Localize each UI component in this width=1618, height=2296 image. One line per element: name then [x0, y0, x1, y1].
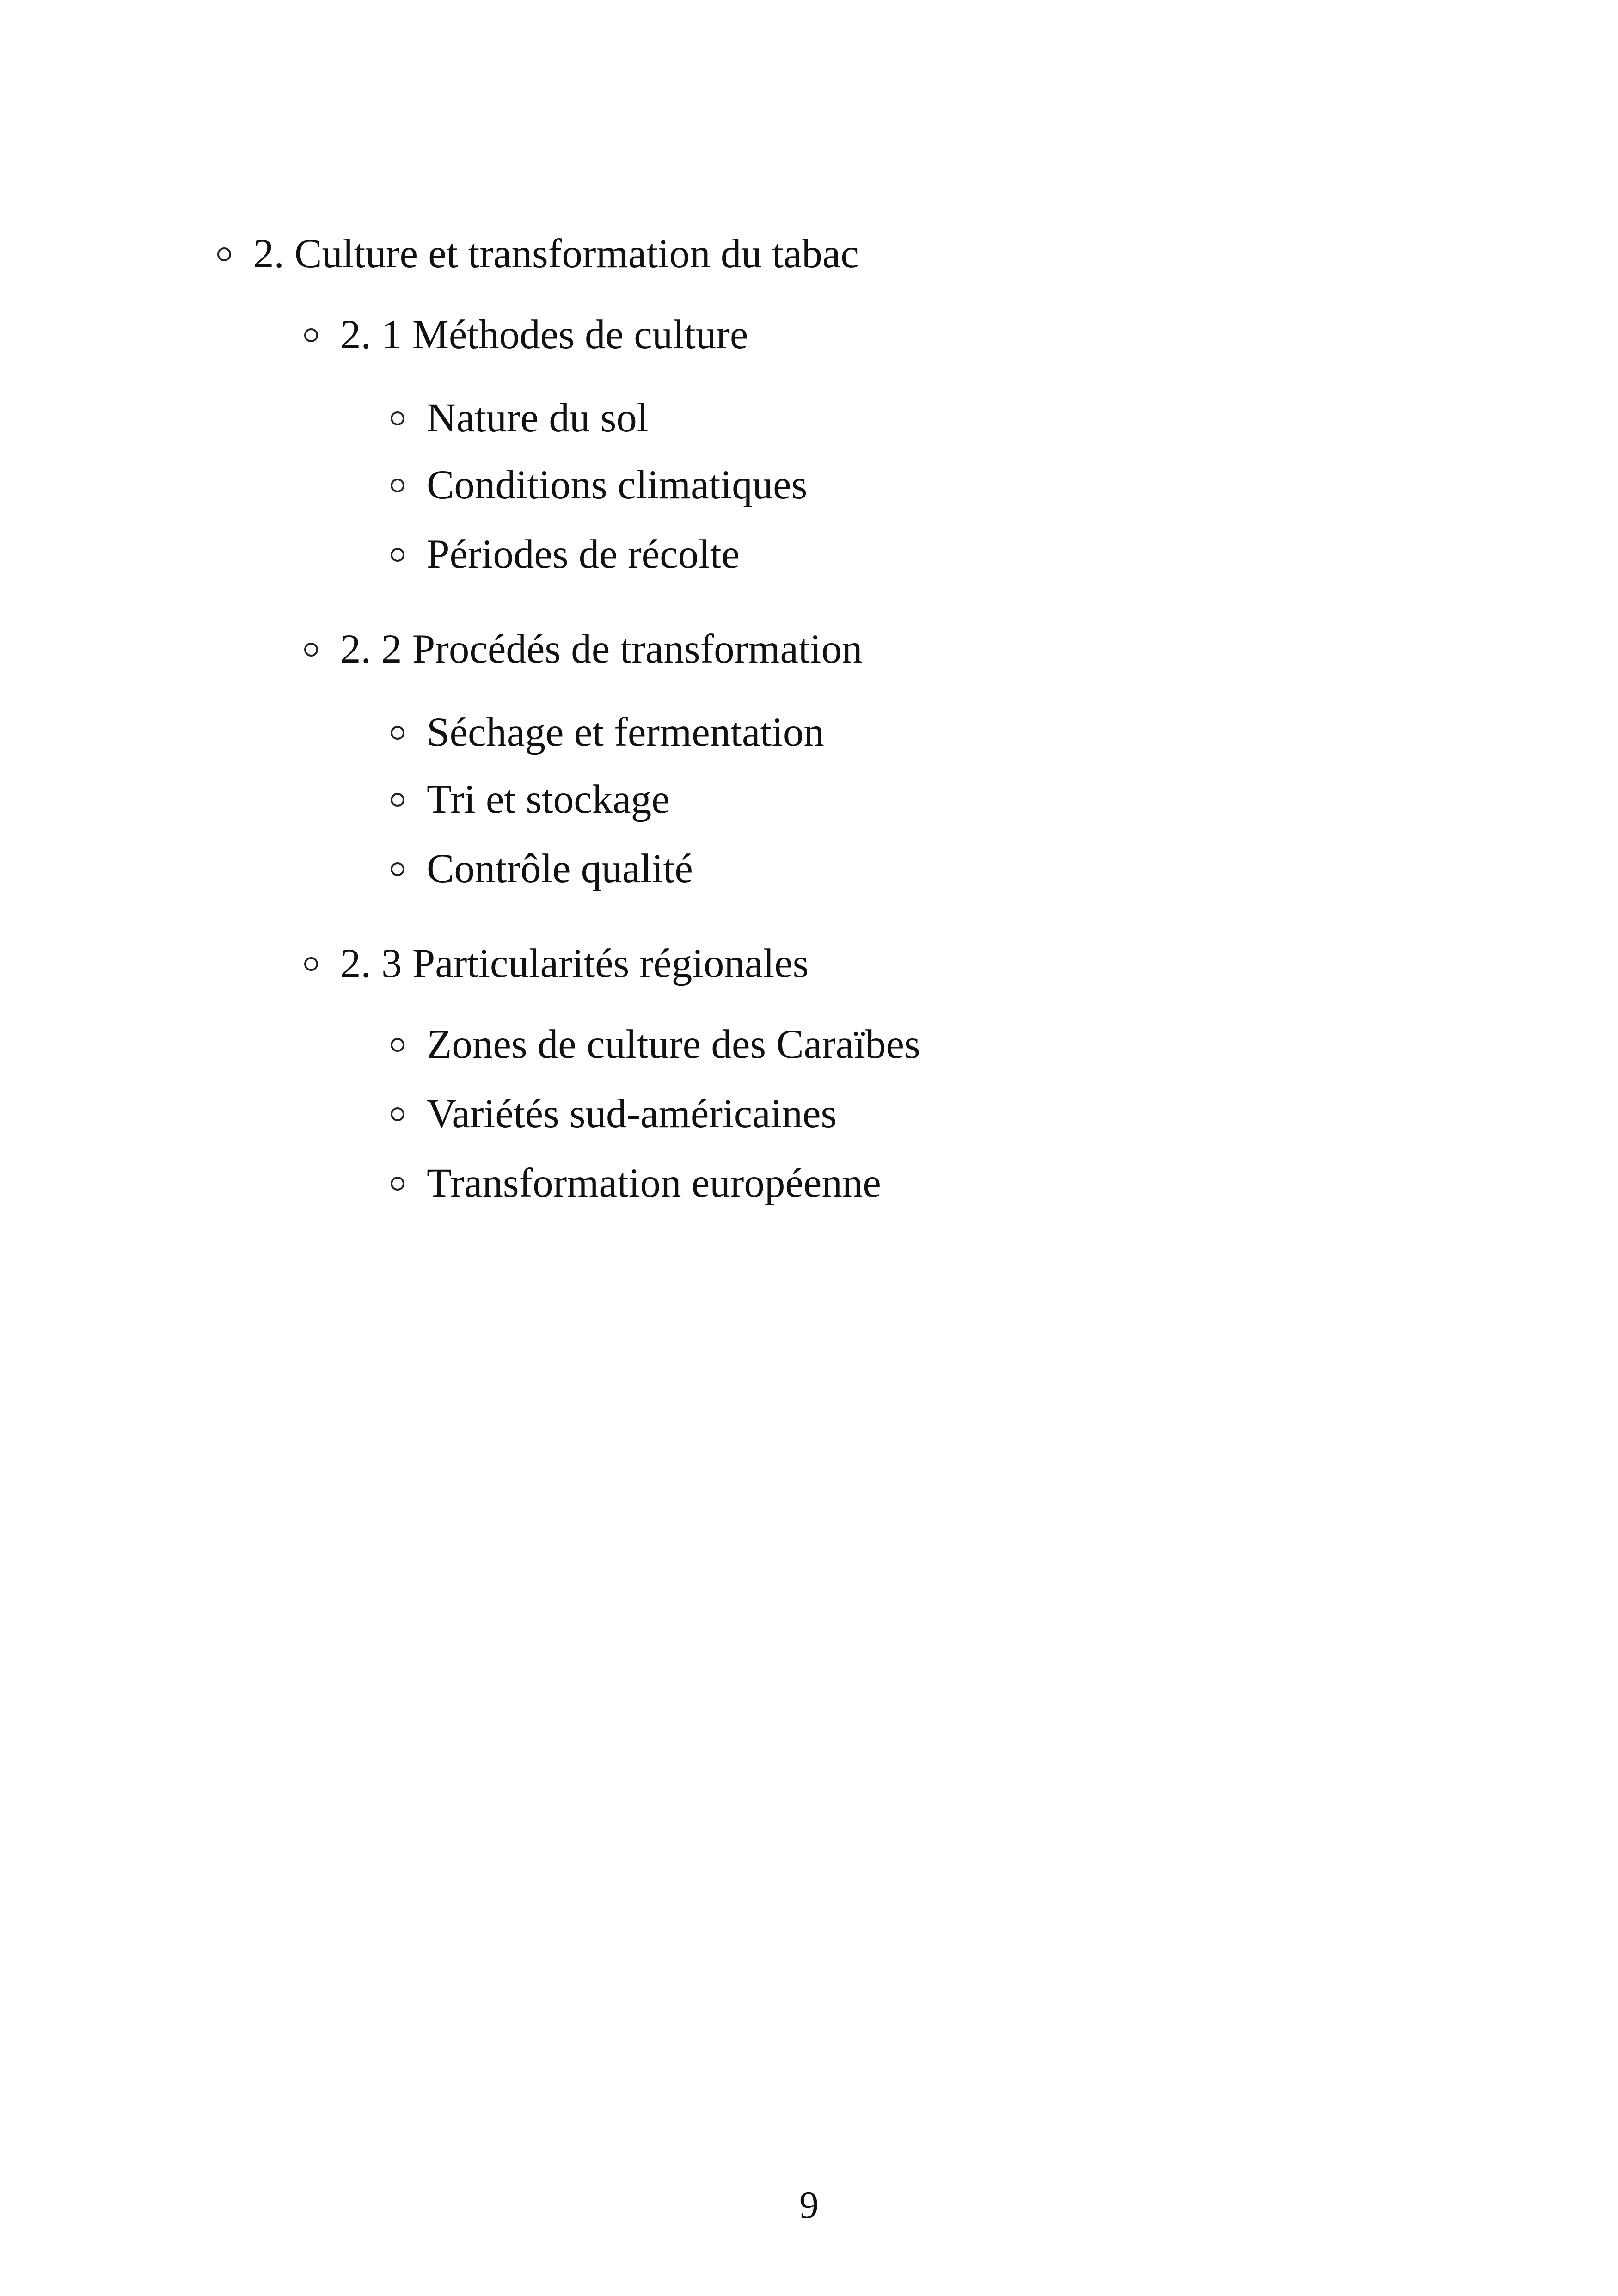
hollow-circle-bullet-icon [304, 643, 318, 657]
outline-list-item [391, 1160, 881, 1206]
list-item-text: Contrôle qualité [427, 846, 693, 891]
page-number: 9 [799, 2184, 819, 2227]
outline-list-item [391, 395, 649, 441]
outline-subsection-2-3 [304, 943, 809, 984]
hollow-circle-bullet-icon [391, 862, 404, 876]
section-heading: 2. Culture et transformation du tabac [253, 231, 859, 276]
hollow-circle-bullet-icon [391, 1107, 404, 1121]
hollow-circle-bullet-icon [391, 411, 404, 425]
list-item-text: Variétés sud-américaines [427, 1091, 837, 1136]
hollow-circle-bullet-icon [391, 726, 404, 740]
list-item-text: Conditions climatiques [427, 462, 808, 508]
hollow-circle-bullet-icon [391, 548, 404, 562]
list-item-text: Séchage et fermentation [427, 710, 824, 755]
hollow-circle-bullet-icon [391, 479, 404, 492]
outline-list-item [391, 1093, 837, 1135]
subsection-heading: 2. 3 Particularités régionales [340, 941, 809, 986]
outline-list-item [391, 779, 670, 820]
hollow-circle-bullet-icon [217, 247, 231, 261]
outline-subsection-2-2 [304, 626, 863, 672]
outline-subsection-2-1 [304, 314, 748, 356]
outline-list-item [391, 1024, 920, 1065]
list-item-text: Tri et stockage [427, 777, 670, 822]
outline-list-item [391, 534, 740, 575]
hollow-circle-bullet-icon [304, 957, 318, 971]
outline-list-item [391, 848, 693, 890]
hollow-circle-bullet-icon [391, 793, 404, 807]
subsection-heading: 2. 2 Procédés de transformation [340, 626, 863, 672]
outline-section [217, 233, 859, 275]
list-item-text: Transformation européenne [427, 1160, 881, 1206]
hollow-circle-bullet-icon [304, 328, 318, 342]
outline-list-item [391, 712, 824, 753]
subsection-heading: 2. 1 Méthodes de culture [340, 312, 748, 357]
list-item-text: Périodes de récolte [427, 532, 740, 577]
list-item-text: Nature du sol [427, 395, 649, 441]
hollow-circle-bullet-icon [391, 1038, 404, 1052]
list-item-text: Zones de culture des Caraïbes [427, 1022, 920, 1067]
hollow-circle-bullet-icon [391, 1177, 404, 1191]
outline-list-item [391, 462, 808, 508]
